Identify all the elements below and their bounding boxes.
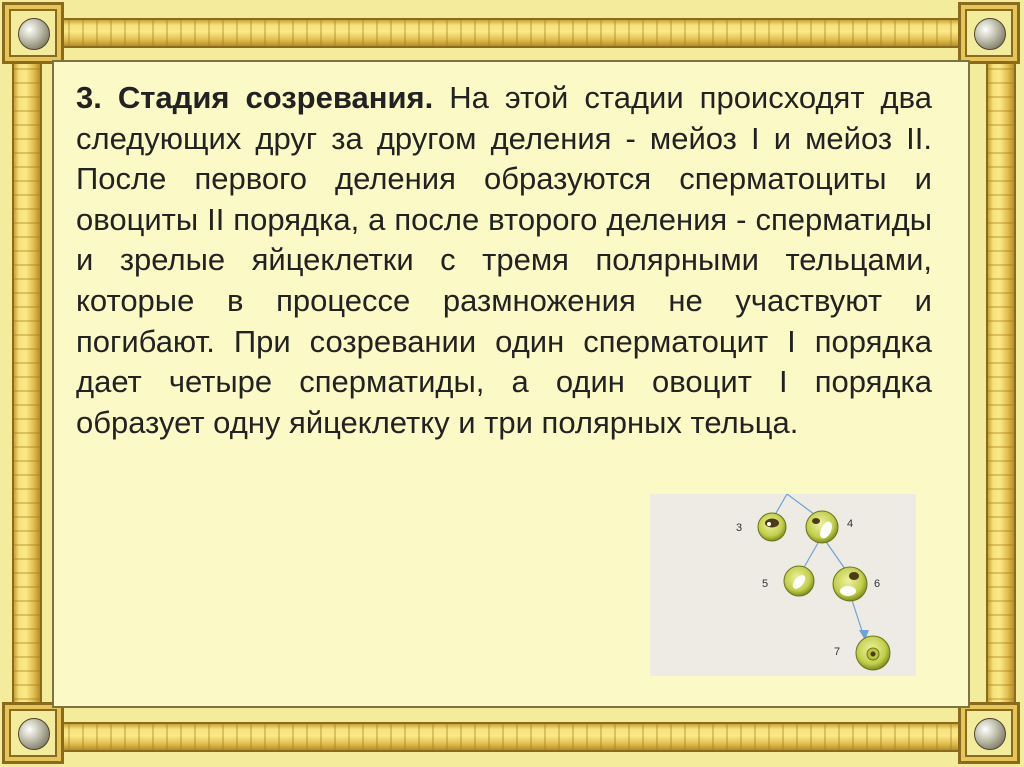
- corner-knob-icon: [18, 718, 50, 750]
- frame-corner-bottom-left: [2, 702, 64, 764]
- frame-left-bar: [12, 40, 42, 730]
- figure-label-5: 5: [762, 578, 769, 590]
- figure-label-6: 6: [874, 578, 881, 590]
- paragraph-lead: 3. Стадия созревания.: [76, 80, 434, 115]
- frame-corner-bottom-right: [958, 702, 1020, 764]
- figure-label-7: 7: [834, 646, 841, 658]
- frame-bottom-bar: [40, 722, 980, 752]
- corner-knob-icon: [974, 18, 1006, 50]
- figure-label-3: 3: [736, 522, 743, 534]
- frame-right-bar: [986, 40, 1016, 730]
- body-paragraph: [76, 78, 932, 443]
- paragraph-body: На этой стадии происходят два следующих друг за другом деления - мейоз I и мейоз II. После первого деления образуются сперматоциты и овоциты II порядка, а после второго деления - сперматиды и зрелые яйцеклетки с тремя полярными тельцами, которые в процессе размножения не участвуют и погибают. При созревании один сперматоцит I порядка дает четыре сперматиды, а один овоцит I порядка образует одну яйцеклетку и три полярных тельца.: [76, 80, 932, 440]
- cell-6: [833, 567, 867, 601]
- frame-corner-top-left: [2, 2, 64, 64]
- corner-knob-icon: [18, 18, 50, 50]
- frame-corner-top-right: [958, 2, 1020, 64]
- maturation-illustration: [650, 494, 916, 676]
- figure-label-4: 4: [847, 518, 854, 530]
- frame-top-bar: [40, 18, 980, 48]
- corner-knob-icon: [974, 718, 1006, 750]
